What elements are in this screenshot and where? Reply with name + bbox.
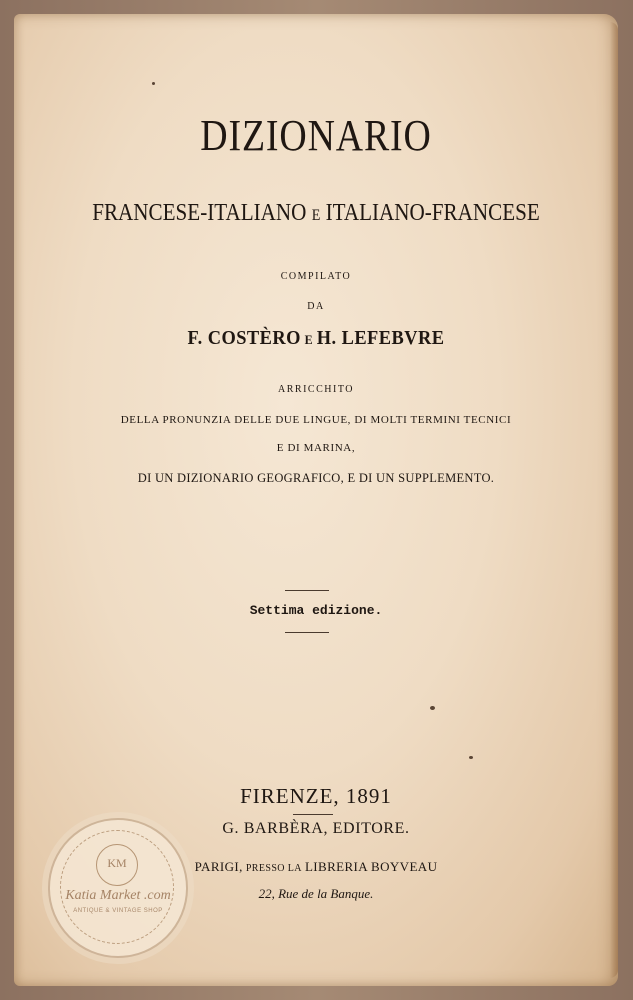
paris-bookshop: LIBRERIA BOYVEAU [304,859,438,874]
imprint-rule [293,814,333,815]
watermark-tagline: ANTIQUE & VINTAGE SHOP [73,908,163,914]
authors-conjunction: E [304,332,314,347]
description-line-3: DI UN DIZIONARIO GEOGRAFICO, E DI UN SUPPLEMENTO. [137,471,495,485]
paris-city: PARIGI, [194,859,243,874]
edition-rule-bottom [285,632,329,633]
paper-speck [430,706,435,710]
imprint-publisher: G. BARBÈRA, EDITORE. [222,820,410,837]
da-label: DA [307,301,325,312]
book-title: DIZIONARIO [200,111,432,160]
description-line-2: E DI MARINA, [276,442,356,454]
edition-label: Settima edizione. [249,603,383,618]
paper-speck [152,82,155,85]
description-line-1: DELLA PRONUNZIA DELLE DUE LINGUE, DI MOLTI TERMINI TECNICI [120,414,512,426]
paris-presso: PRESSO LA [245,863,302,874]
watermark-name: Katia Market .com [65,888,171,903]
subtitle-left: FRANCESE-ITALIANO [92,200,307,226]
author-2: H. LEFEBVRE [316,327,445,349]
compilato-label: COMPILATO [280,271,352,282]
watermark-logo [48,818,188,958]
book-subtitle [50,200,582,227]
subtitle-conjunction: E [311,207,321,224]
monogram-icon [96,844,138,886]
paper-speck [469,756,473,759]
imprint-city-year: FIRENZE, 1891 [240,784,392,808]
watermark-monogram: KM [107,856,127,870]
arricchito-label: ARRICCHITO [278,384,354,395]
author-1: F. COSTÈRO [187,327,301,349]
authors [38,327,594,350]
imprint-address: 22, Rue de la Banque. [258,886,374,901]
edition-rule-top [285,590,329,591]
subtitle-right: ITALIANO-FRANCESE [325,200,540,226]
